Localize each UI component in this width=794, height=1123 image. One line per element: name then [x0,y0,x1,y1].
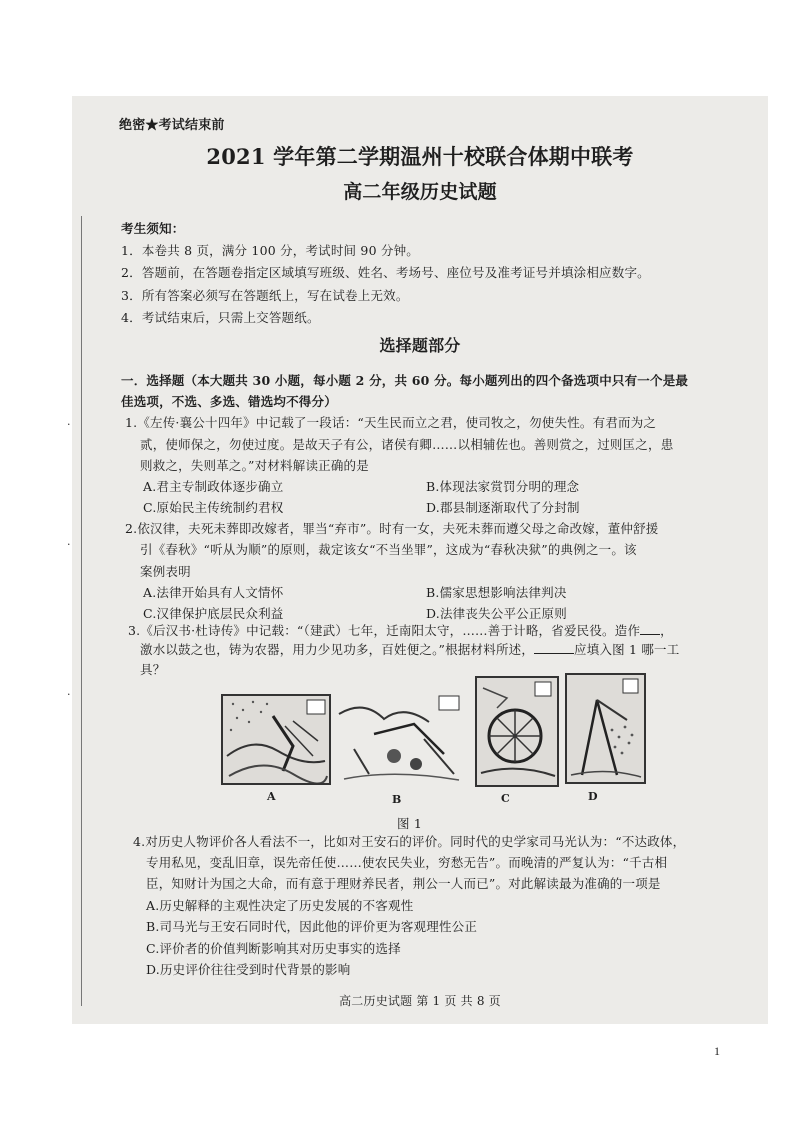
figure-label-b: B [392,793,402,806]
instruction-item: 4．考试结束后，只需上交答题纸。 [121,310,320,325]
page-footer: 高二历史试题 第 1 页 共 8 页 [339,994,501,1008]
question-2-text: 引《春秋》“听从为顺”的原则，裁定该女“不当坐罪”，这成为“春秋决狱”的典例之一。该 [140,542,637,557]
question-2-text: 案例表明 [140,564,191,579]
exam-subtitle: 高二年级历史试题 [343,181,497,203]
section-title: 选择题部分 [379,336,461,355]
section-intro: 一．选择题（本大题共 30 小题，每小题 2 分，共 60 分。每小题列出的四个备选项中只有一个是最 [121,373,689,388]
figure-image-b [334,694,464,784]
question-3-text: 具？ [140,662,166,677]
question-1-option-c: C.原始民主传统制约君权 [143,500,284,515]
tool-illustration-c [477,678,557,785]
question-2-option-c: C.汉律保护底层民众利益 [143,606,284,621]
question-2-option-d: D.法律丧失公平公正原则 [426,606,567,621]
exam-title: 2021 学年第二学期温州十校联合体期中联考 [206,144,634,169]
margin-mark: · [67,688,71,701]
instructions-heading: 考生须知： [121,221,185,236]
scanned-exam-page [67,96,768,1024]
question-4-option-c: C.评价者的价值判断影响其对历史事实的选择 [146,941,401,956]
question-1-text: 1.《左传·襄公十四年》中记载了一段话：“天生民而立之君，使司牧之，勿使失性。有君而为之 [125,415,657,430]
question-4-text: 臣，知财计为国之大命，而有意于理财养民者，荆公一人而已”。对此解读最为准确的一项是 [146,876,661,891]
question-2-option-b: B.儒家思想影响法律判决 [426,585,567,600]
answer-blank [534,642,574,654]
figure-caption: 图 1 [397,816,423,831]
figure-label-c: C [501,792,510,805]
margin-mark: · [67,418,71,431]
question-4-option-b: B.司马光与王安石同时代，因此他的评价更为客观理性公正 [146,919,478,934]
section-intro: 佳选项，不选、多选、错选均不得分） [121,394,337,409]
question-4-text: 专用私见，变乱旧章，误先帝任使……使农民失业，穷愁无告”。而晚清的严复认为：“千古相 [146,855,668,870]
instruction-item: 2．答题前，在答题卷指定区域填写班级、姓名、考场号、座位号及准考证号并填涂相应数字。 [121,265,650,280]
answer-blank [640,623,660,635]
figure-image-c [475,676,559,787]
question-2-text: 2.依汉律，夫死未葬即改嫁者，罪当“弃市”。时有一女，夫死未葬而遵父母之命改嫁，董仲舒援 [125,521,659,536]
tool-illustration-a [223,696,329,783]
instruction-item: 1．本卷共 8 页，满分 100 分，考试时间 90 分钟。 [121,243,420,258]
question-4-option-a: A.历史解释的主观性决定了历史发展的不客观性 [146,898,414,913]
question-4-text: 4.对历史人物评价各人看法不一，比如对王安石的评价。同时代的史学家司马光认为：“不达政体， [133,834,686,849]
secret-mark: 绝密★考试结束前 [119,118,225,133]
figure-image-a [221,694,331,785]
question-1-text: 贰，使师保之，勿使过度。是故天子有公，诸侯有卿……以相辅佐也。善则赏之，过则匡之，患 [140,437,674,452]
tool-illustration-b [334,694,464,784]
question-1-option-a: A.君主专制政体逐步确立 [143,479,284,494]
question-2-option-a: A.法律开始具有人文情怀 [143,585,284,600]
figure-label-a: A [267,790,276,803]
binding-margin-line [81,216,82,1006]
question-1-option-d: D.郡县制逐渐取代了分封制 [426,500,580,515]
figure-image-d [565,673,646,784]
figure-label-d: D [588,790,598,803]
tool-illustration-d [567,675,644,782]
question-3-text: 激水以鼓之也，铸为农器，用力少见功多，百姓便之。”根据材料所述， 应填入图 1 哪一工 [140,642,680,657]
question-3-text: 3.《后汉书·杜诗传》中记载：“（建武）七年，迁南阳太守，……善于计略，省爱民役。造作 ， [128,623,673,638]
question-4-option-d: D.历史评价往往受到时代背景的影响 [146,962,351,977]
margin-mark: · [67,538,71,551]
instruction-item: 3．所有答案必须写在答题纸上，写在试卷上无效。 [121,288,409,303]
question-1-option-b: B.体现法家赏罚分明的理念 [426,479,580,494]
question-1-text: 则救之，失则革之。”对材料解读正确的是 [140,458,369,473]
page-number: 1 [714,1044,721,1058]
